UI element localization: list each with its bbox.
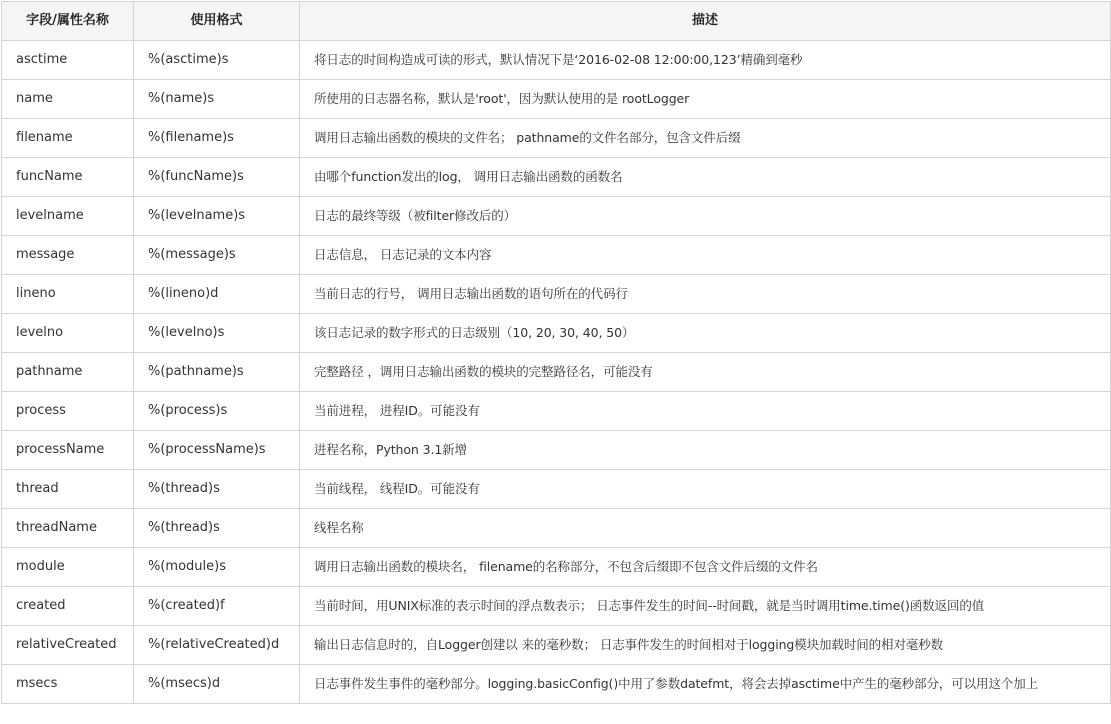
table-row <box>2 470 1111 509</box>
cell-format: %(thread)s <box>134 470 300 509</box>
table-row <box>2 431 1111 470</box>
cell-field-name: name <box>2 80 134 119</box>
cell-field-name: process <box>2 392 134 431</box>
table-row <box>2 275 1111 314</box>
table-row <box>2 548 1111 587</box>
cell-description: 当前进程， 进程ID。可能没有 <box>300 392 1111 431</box>
cell-format: %(process)s <box>134 392 300 431</box>
cell-field-name: relativeCreated <box>2 626 134 665</box>
cell-description: 当前时间，用UNIX标准的表示时间的浮点数表示； 日志事件发生的时间--时间戳，就是当时调用time.time()函数返回的值 <box>300 587 1111 626</box>
cell-field-name: funcName <box>2 158 134 197</box>
table-row <box>2 197 1111 236</box>
cell-field-name: created <box>2 587 134 626</box>
table-row <box>2 509 1111 548</box>
cell-field-name: thread <box>2 470 134 509</box>
cell-description: 当前日志的行号， 调用日志输出函数的语句所在的代码行 <box>300 275 1111 314</box>
cell-field-name: processName <box>2 431 134 470</box>
cell-description: 所使用的日志器名称，默认是'root'，因为默认使用的是 rootLogger <box>300 80 1111 119</box>
cell-field-name: asctime <box>2 41 134 80</box>
cell-description: 日志事件发生事件的毫秒部分。logging.basicConfig()中用了参数datefmt，将会去掉asctime中产生的毫秒部分，可以用这个加上 <box>300 665 1111 704</box>
cell-description: 当前线程， 线程ID。可能没有 <box>300 470 1111 509</box>
cell-format: %(pathname)s <box>134 353 300 392</box>
cell-field-name: filename <box>2 119 134 158</box>
cell-description: 调用日志输出函数的模块的文件名； pathname的文件名部分，包含文件后缀 <box>300 119 1111 158</box>
cell-format: %(levelno)s <box>134 314 300 353</box>
cell-format: %(msecs)d <box>134 665 300 704</box>
table-row <box>2 236 1111 275</box>
cell-description: 日志信息， 日志记录的文本内容 <box>300 236 1111 275</box>
header-description: 描述 <box>300 2 1111 41</box>
table-row <box>2 314 1111 353</box>
log-format-attributes-table <box>1 1 1111 704</box>
cell-format: %(asctime)s <box>134 41 300 80</box>
cell-format: %(lineno)d <box>134 275 300 314</box>
cell-field-name: levelname <box>2 197 134 236</box>
table-row <box>2 158 1111 197</box>
cell-field-name: pathname <box>2 353 134 392</box>
cell-format: %(name)s <box>134 80 300 119</box>
cell-format: %(created)f <box>134 587 300 626</box>
table-row <box>2 587 1111 626</box>
cell-description: 日志的最终等级（被filter修改后的） <box>300 197 1111 236</box>
cell-format: %(relativeCreated)d <box>134 626 300 665</box>
cell-description: 完整路径 ，调用日志输出函数的模块的完整路径名，可能没有 <box>300 353 1111 392</box>
header-format: 使用格式 <box>134 2 300 41</box>
table-row <box>2 353 1111 392</box>
table-row <box>2 626 1111 665</box>
cell-format: %(processName)s <box>134 431 300 470</box>
table-body <box>2 41 1111 704</box>
cell-format: %(funcName)s <box>134 158 300 197</box>
cell-format: %(module)s <box>134 548 300 587</box>
cell-description: 由哪个function发出的log， 调用日志输出函数的函数名 <box>300 158 1111 197</box>
cell-field-name: module <box>2 548 134 587</box>
cell-field-name: lineno <box>2 275 134 314</box>
table-row <box>2 392 1111 431</box>
table-row <box>2 80 1111 119</box>
cell-format: %(message)s <box>134 236 300 275</box>
cell-format: %(thread)s <box>134 509 300 548</box>
table-header <box>2 2 1111 41</box>
cell-description: 将日志的时间构造成可读的形式，默认情况下是‘2016-02-08 12:00:00,123’精确到毫秒 <box>300 41 1111 80</box>
cell-field-name: levelno <box>2 314 134 353</box>
cell-description: 调用日志输出函数的模块名， filename的名称部分，不包含后缀即不包含文件后缀的文件名 <box>300 548 1111 587</box>
table-row <box>2 119 1111 158</box>
cell-format: %(filename)s <box>134 119 300 158</box>
header-field-name: 字段/属性名称 <box>2 2 134 41</box>
cell-description: 该日志记录的数字形式的日志级别（10, 20, 30, 40, 50） <box>300 314 1111 353</box>
table-row <box>2 665 1111 704</box>
cell-description: 进程名称，Python 3.1新增 <box>300 431 1111 470</box>
table-row <box>2 41 1111 80</box>
cell-format: %(levelname)s <box>134 197 300 236</box>
cell-field-name: message <box>2 236 134 275</box>
cell-field-name: msecs <box>2 665 134 704</box>
table-header-row <box>2 2 1111 41</box>
cell-description: 线程名称 <box>300 509 1111 548</box>
cell-field-name: threadName <box>2 509 134 548</box>
cell-description: 输出日志信息时的，自Logger创建以 来的毫秒数； 日志事件发生的时间相对于logging模块加载时间的相对毫秒数 <box>300 626 1111 665</box>
